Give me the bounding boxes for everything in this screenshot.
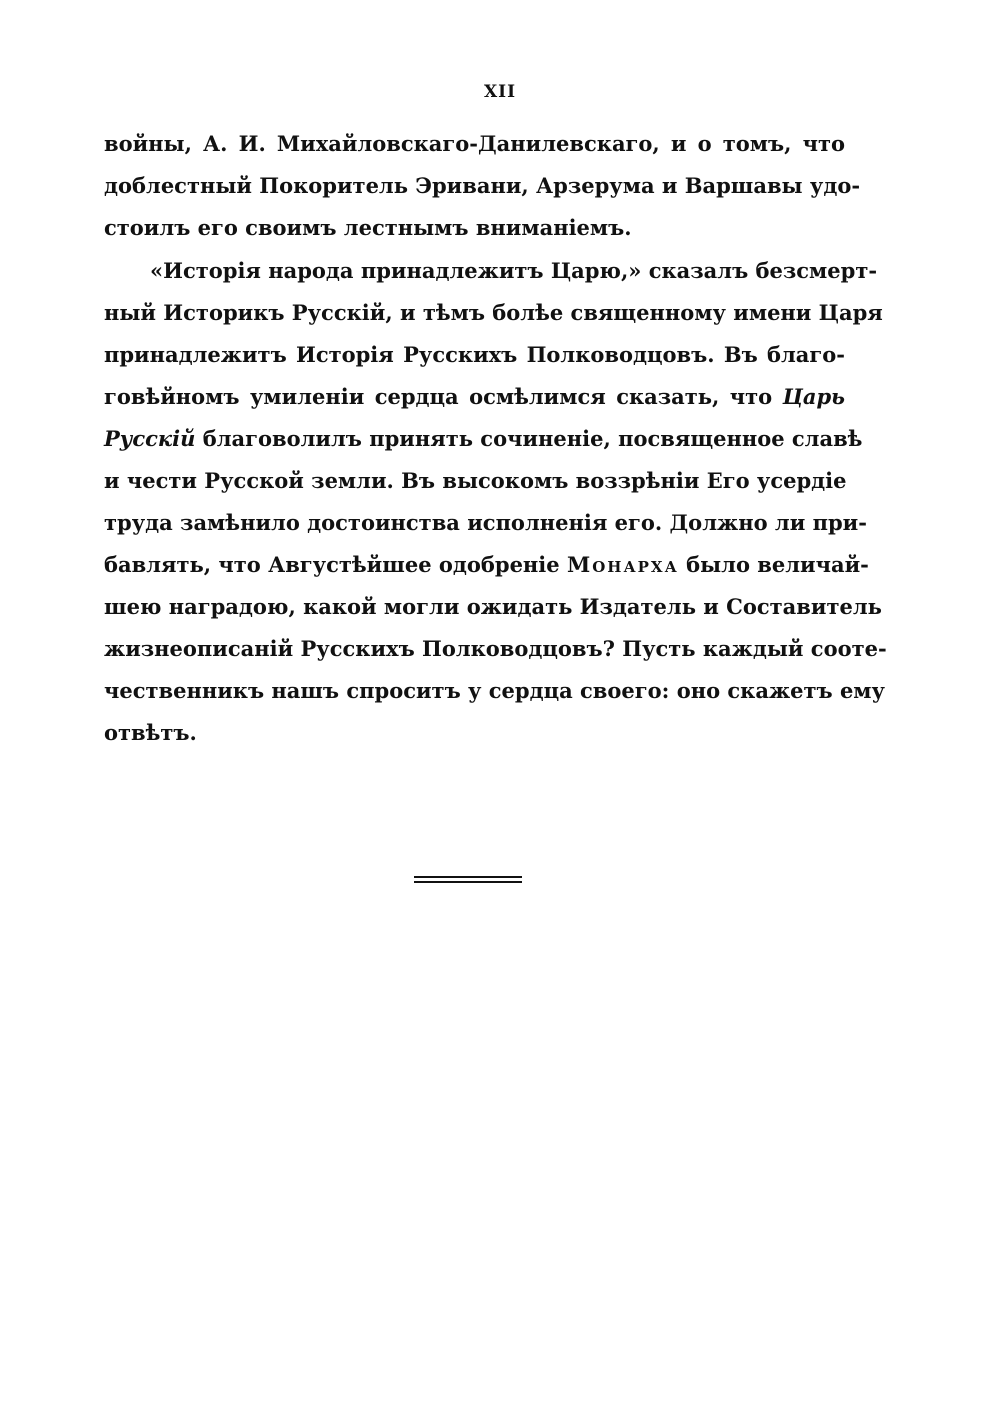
- text-segment: было величай-: [686, 552, 869, 577]
- italic-word: Царь: [782, 384, 846, 409]
- text-line: ный Историкъ Русскій, и тѣмъ болѣе священному имени Царя: [104, 300, 883, 325]
- small-caps-word: Монарха: [566, 552, 679, 577]
- text-line-with-small-caps: [104, 544, 869, 586]
- text-line: принадлежитъ Исторія Русскихъ Полководцовъ. Въ благо-: [104, 342, 845, 367]
- text-line: войны, А. И. Михайловскаго-Данилевскаго, и о томъ, что: [104, 131, 845, 156]
- text-line: стоилъ его своимъ лестнымъ вниманіемъ.: [104, 215, 632, 240]
- page-number: XII: [483, 82, 517, 102]
- text-segment: говѣйномъ умиленіи сердца осмѣлимся сказать, что: [104, 384, 773, 409]
- text-line: жизнеописаній Русскихъ Полководцовъ? Пусть каждый соотe-: [104, 636, 887, 661]
- text-line-with-italic: [104, 376, 845, 418]
- text-line: отвѣтъ.: [104, 720, 197, 745]
- rule-line: [414, 876, 522, 878]
- text-line-with-italic: [104, 418, 863, 460]
- text-line: «Исторія народа принадлежитъ Царю,» сказалъ безсмерт-: [150, 258, 878, 283]
- text-line: труда замѣнило достоинства исполненія его. Должно ли при-: [104, 510, 867, 535]
- italic-word: Русскій: [104, 426, 196, 451]
- text-line: и чести Русской земли. Въ высокомъ воззрѣніи Его усердіе: [104, 468, 847, 493]
- paragraph-two: [104, 250, 887, 754]
- rule-line: [414, 881, 522, 883]
- text-line: доблестный Покоритель Эривани, Арзерума и Варшавы удо-: [104, 173, 861, 198]
- text-line: чественникъ нашъ спроситъ у сердца своего: оно скажетъ ему: [104, 678, 885, 703]
- text-segment: бавлять, что Августѣйшее одобреніе: [104, 552, 560, 577]
- end-ornament-rule: [414, 876, 522, 886]
- paragraph-one: [104, 123, 861, 249]
- text-line: шею наградою, какой могли ожидать Издатель и Составитель: [104, 594, 882, 619]
- text-segment: благоволилъ принять сочиненіе, посвященное славѣ: [202, 426, 863, 451]
